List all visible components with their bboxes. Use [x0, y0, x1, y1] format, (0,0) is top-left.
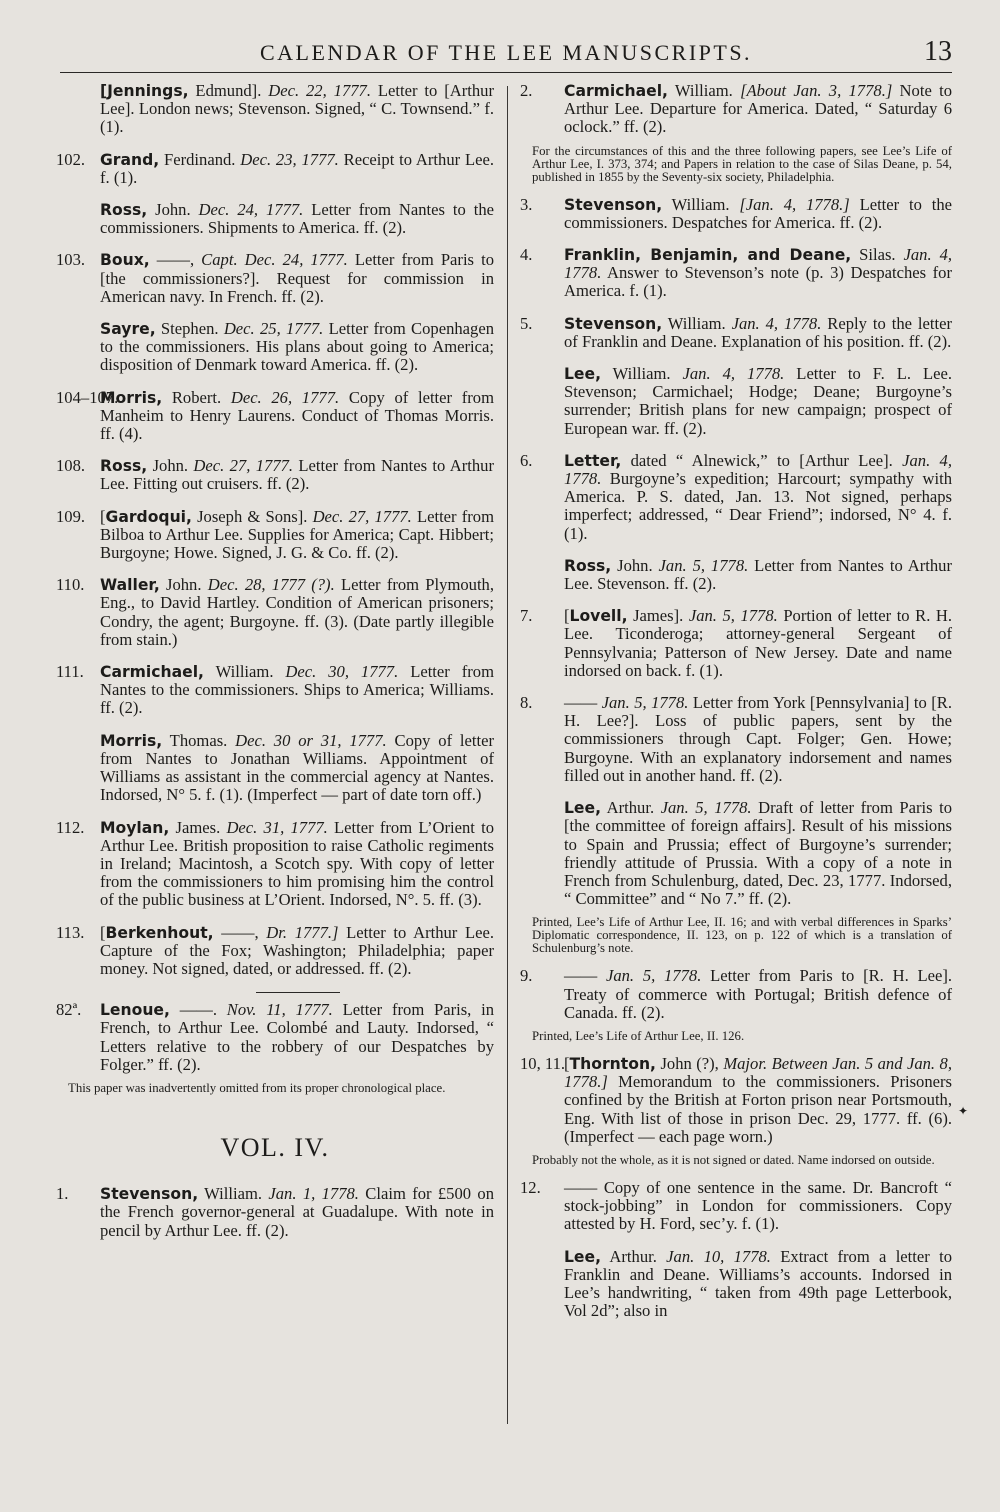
entry-number: 111.: [56, 662, 84, 682]
correspondent-name: Ross,: [100, 201, 148, 220]
correspondent-name: Stevenson,: [564, 195, 663, 214]
calendar-entry: [56, 1001, 494, 1074]
entry-description: Answer to Stevenson’s note (p. 3) Despatches for America. f. (1).: [564, 263, 952, 301]
correspondent-name: Morris,: [100, 388, 163, 407]
correspondent-detail: John (?),: [655, 1053, 724, 1073]
correspondent-detail: ——.: [169, 1000, 227, 1020]
correspondent-detail: Robert.: [162, 387, 231, 407]
entry-description: Receipt to Arthur Lee. f. (1).: [100, 149, 494, 187]
entry-description: Letter from Nantes to the commissioners. Ships to America; Williams. ff. (2).: [100, 662, 494, 718]
entry-date: [About Jan. 3, 1778.]: [740, 81, 893, 100]
entry-number: 1.: [56, 1184, 69, 1204]
correspondent-name: Ross,: [100, 457, 148, 476]
entry-description: Claim for £500 on the French governor-general at Guadalupe. With note in pencil by Arthur Lee. ff. (2).: [100, 1184, 495, 1240]
entry-date: Dec. 23, 1777.: [240, 149, 339, 169]
entry-date: Dec. 22, 1777.: [268, 81, 371, 100]
entry-description: Letter from Nantes to the commissioners. Shipments to America. ff. (2).: [100, 200, 494, 238]
calendar-entry: [56, 924, 494, 979]
entry-date: Dec. 30, 1777.: [285, 662, 399, 682]
correspondent-name: Boux,: [100, 251, 150, 270]
correspondent-name: Thornton,: [569, 1054, 656, 1073]
entry-number: 8.: [520, 693, 533, 713]
correspondent-name: Stevenson,: [100, 1185, 199, 1204]
entry-description: Note to Arthur Lee. Departure for America. Dated, “ Saturday 6 oclock.” ff. (2).: [564, 81, 952, 137]
correspondent-name: Lee,: [564, 1247, 602, 1266]
calendar-entry: [56, 201, 494, 237]
entry-number: 12.: [520, 1177, 541, 1197]
entry-number: 102.: [56, 149, 86, 169]
calendar-entry: [520, 557, 952, 593]
entry-description: Letter from Nantes to Arthur Lee. Stevenson. ff. (2).: [564, 555, 953, 594]
entry-date: [Jan. 4, 1778.]: [739, 194, 850, 214]
entry-date: Major. Between Jan. 5 and Jan. 8, 1778.]: [564, 1053, 952, 1092]
correspondent-name: Stevenson,: [564, 314, 663, 333]
entry-number: 3.: [520, 194, 533, 214]
entry-date: Jan. 10, 1778.: [666, 1246, 771, 1266]
entry-number: 5.: [520, 313, 533, 333]
entry-date: Dec. 30 or 31, 1777.: [235, 730, 387, 750]
correspondent-name: Morris,: [100, 731, 163, 750]
entry-date: Jan. 5, 1778.: [605, 966, 702, 986]
correspondent-name: Ross,: [564, 556, 612, 575]
entry-description: Letter from Paris to [the commissioners?]. Request for commission in American navy. In French. ff. (2).: [100, 250, 494, 306]
entry-date: Jan. 5, 1778.: [660, 798, 752, 818]
entry-date: Dec. 24, 1777.: [198, 200, 304, 220]
entry-date: Dec. 26, 1777.: [230, 387, 340, 407]
entry-description: Portion of letter to R. H. Lee. Ticonderoga; attorney-general Sergeant of Pennsylvania; Patterson of New Jersey. Date and name indorsed on back. f. (1).: [564, 606, 953, 680]
entry-date: Nov. 11, 1777.: [226, 1000, 333, 1020]
entry-date: Jan. 4, 1778.: [682, 364, 785, 384]
entry-number: 108.: [56, 456, 86, 476]
correspondent-detail: John.: [147, 200, 199, 220]
correspondent-name: Lee,: [564, 799, 602, 818]
entry-date: Jan. 4, 1778.: [564, 245, 953, 283]
correspondent-detail: Arthur.: [601, 1246, 667, 1266]
calendar-entry: [520, 799, 952, 908]
page-number: 13: [924, 36, 952, 67]
calendar-entry: [520, 315, 952, 351]
calendar-entry: [56, 457, 494, 493]
entry-description: Letter from L’Orient to Arthur Lee. British proposition to raise Catholic regiments in Ireland; Macintosh, a Scotch spy. With copy of letter from the commissioners to him promising him the control of the public business at L’Orient. Indorsed, N°. 5. ff. (3).: [100, 817, 494, 910]
footnote: Printed, Lee’s Life of Arthur Lee, II. 126.: [532, 1028, 745, 1043]
entry-date: Dec. 31, 1777.: [226, 817, 328, 837]
entry-description: Memorandum to the commissioners. Prisoners confined by the British at Forton prison near Portsmouth, Eng. With list of those in prison Dec. 29, 1777. ff. (6). (Imperfect — each page worn.): [564, 1072, 952, 1146]
entry-description: Extract from a letter to Franklin and Deane. Williams’s accounts. Indorsed in Lee’s handwriting, “ taken from 49th page Letterbook, Vol 2d”; also in: [564, 1246, 952, 1321]
calendar-entry: [56, 508, 494, 563]
correspondent-detail: ——,: [149, 250, 202, 270]
calendar-entry: [56, 389, 494, 444]
entry-date: Capt. Dec. 24, 1777.: [201, 250, 348, 270]
correspondent-name: Carmichael,: [564, 82, 668, 100]
entry-number: 112.: [56, 817, 85, 837]
correspondent-detail: Ferdinand.: [159, 149, 241, 169]
entry-description: Letter from Bilboa to Arthur Lee. Supplies for America; Capt. Hibbert; Burgoyne; Howe. Signed, J. G. & Co. ff. (2).: [100, 506, 494, 563]
correspondent-name: Franklin, Benjamin, and Deane,: [564, 246, 852, 265]
name-bracket: [: [564, 606, 570, 626]
entry-number: 109.: [56, 506, 86, 526]
page-title: CALENDAR OF THE LEE MANUSCRIPTS.: [259, 40, 753, 65]
entry-number: 104–107.: [56, 387, 119, 407]
correspondent-detail: James].: [627, 606, 689, 626]
correspondent-detail: ——: [564, 693, 602, 713]
page-header: [60, 36, 952, 73]
correspondent-detail: William.: [662, 194, 740, 214]
entry-description: Letter to [Arthur Lee]. London news; Stevenson. Signed, “ C. Townsend.” f. (1).: [100, 81, 494, 137]
section-rule: [256, 992, 340, 993]
entry-date: Dec. 27, 1777.: [312, 506, 412, 526]
correspondent-detail: William.: [662, 313, 732, 333]
entry-number: 9.: [520, 966, 533, 986]
calendar-entry: [56, 1185, 494, 1240]
correspondent-detail: William.: [601, 364, 683, 384]
footnote: Printed, Lee’s Life of Arthur Lee, II. 16; and with verbal differences in Sparks’ Diplomatic correspondence, II. 123, on p. 122 of which is a translation of Schulenburg’s note.: [532, 915, 952, 956]
correspondent-detail: William.: [198, 1184, 269, 1204]
entry-number: 4.: [520, 245, 533, 265]
entry-number: 10, 11.: [520, 1053, 566, 1073]
entry-description: Dr. Bancroft “ stock-jobbing” in London for commissioners. Copy attested by H. Ford, sec’y. f. (1).: [564, 1177, 952, 1234]
entry-description: Letter to Arthur Lee. Capture of the Fox; Washington; Philadelphia; paper money. Not signed, dated, or addressed. ff. (2).: [100, 922, 495, 978]
entry-description: Draft of letter from Paris to [the committee of foreign affairs]. Result of his missions to Spain and Prussia; effect of Burgoyne’s surrender; friendly attitude of Prussia. With a copy of a note in French from Schulenburg, dated, Dec. 23, 1777. Indorsed, “ Committee” and “ No 7.” ff. (2).: [564, 798, 952, 909]
calendar-entry: [520, 967, 952, 1022]
name-bracket: [: [564, 1053, 570, 1073]
calendar-entry: [56, 320, 494, 375]
calendar-entry: [56, 819, 494, 910]
entry-number: 103.: [56, 250, 86, 270]
column-divider: [507, 86, 508, 1424]
entry-description: Letter from Paris to [R. H. Lee]. Treaty of commerce with Portugal; British defence of Canada. ff. (2).: [564, 966, 953, 1022]
calendar-entry: [520, 196, 952, 232]
calendar-entry: [520, 82, 952, 137]
footnote: This paper was inadvertently omitted from its proper chronological place.: [68, 1080, 446, 1095]
calendar-entry: [520, 452, 952, 543]
entry-description: Reply to the letter of Franklin and Deane. Explanation of his position. ff. (2).: [564, 313, 953, 351]
entry-date: Jan. 4, 1778.: [731, 313, 822, 333]
entry-description: Letter to F. L. Lee. Stevenson; Carmichael; Hodge; Deane; Burgoyne’s surrender; British plans for new campaign; prospect of European war. ff. (2).: [564, 364, 953, 438]
margin-mark-icon: ✦: [958, 1104, 969, 1118]
correspondent-detail: —— Copy of one sentence in the same.: [564, 1177, 853, 1197]
entry-description: Copy of letter from Manheim to Henry Laurens. Conduct of Thomas Morris. ff. (4).: [100, 387, 494, 444]
correspondent-detail: Silas.: [851, 245, 904, 265]
correspondent-detail: William.: [667, 81, 741, 100]
entry-number: 6.: [520, 450, 533, 470]
correspondent-detail: Arthur.: [601, 798, 661, 818]
entry-date: Dec. 25, 1777.: [223, 319, 324, 339]
entry-number: 113.: [56, 922, 85, 942]
correspondent-name: Lovell,: [569, 607, 628, 626]
calendar-entry: [56, 663, 494, 718]
entry-number: 2.: [520, 81, 533, 100]
calendar-entry: [520, 1179, 952, 1234]
entry-date: Jan. 1, 1778.: [268, 1184, 359, 1204]
entry-date: Jan. 5, 1778.: [688, 606, 778, 626]
correspondent-detail: dated “ Alnewick,” to [Arthur Lee].: [621, 450, 903, 470]
correspondent-detail: ——,: [213, 922, 267, 942]
correspondent-name: Grand,: [100, 150, 160, 169]
correspondent-detail: John.: [611, 555, 659, 575]
calendar-entry: [520, 365, 952, 438]
entry-date: Dec. 28, 1777 (?).: [207, 575, 335, 595]
correspondent-name: Sayre,: [100, 320, 156, 339]
correspondent-detail: Edmund].: [188, 81, 269, 100]
correspondent-detail: Thomas.: [162, 730, 236, 750]
entry-date: Dr. 1777.]: [266, 922, 339, 942]
entry-description: Letter from Paris, in French, to Arthur Lee. Colombé and Lauty. Indorsed, “ Letters relative to the robbery of our Despatches by Folger.” ff. (2).: [100, 1000, 494, 1074]
correspondent-name: Lee,: [564, 365, 602, 384]
correspondent-name: Carmichael,: [100, 663, 204, 682]
calendar-entry: [56, 576, 494, 649]
entry-date: Dec. 27, 1777.: [193, 456, 294, 476]
correspondent-name: Letter,: [564, 451, 622, 470]
calendar-entry: [520, 1248, 952, 1321]
calendar-entry: [520, 694, 952, 785]
correspondent-detail: James.: [169, 817, 227, 837]
entry-description: Letter from Nantes to Arthur Lee. Fitting out cruisers. ff. (2).: [100, 456, 494, 494]
volume-heading: VOL. IV.: [220, 1132, 330, 1162]
name-bracket: [: [100, 922, 106, 942]
calendar-entry: [520, 246, 952, 301]
calendar-entry: [56, 251, 494, 306]
correspondent-detail: Stephen.: [155, 319, 224, 339]
calendar-entry: [56, 82, 494, 137]
correspondent-detail: Joseph & Sons].: [191, 506, 313, 526]
entry-number: 7.: [520, 606, 533, 626]
correspondent-name: Gardoqui,: [105, 507, 192, 526]
calendar-entry: [520, 1055, 952, 1146]
right-column: [520, 82, 952, 1334]
correspondent-name: Lenoue,: [100, 1001, 170, 1020]
entry-number: 82ª.: [56, 1000, 82, 1020]
name-bracket: [: [100, 506, 106, 526]
entry-description: Burgoyne’s expedition; Harcourt; sympathy with America. P. S. dated, Jan. 13. Not signed, perhaps imperfect; addressed, “ Dear Friend”; indorsed, N° 4. f. (1).: [564, 469, 952, 543]
entry-description: Copy of letter from Nantes to Jonathan Williams. Appointment of Williams as assistant in the commercial agency at Nantes. Indorsed, N° 5. f. (1). (Imperfect — part of date torn off.): [100, 730, 495, 805]
calendar-entry: [520, 607, 952, 680]
entry-description: Letter from York [Pennsylvania] to [R. H. Lee?]. Loss of public papers, sent by the commissioners through Capt. Folger; Gen. Howe; Burgoyne. With an explanatory indorsement and names filled out in another hand. ff. (2).: [564, 693, 953, 785]
correspondent-detail: John.: [147, 456, 194, 476]
correspondent-name: Moylan,: [100, 818, 170, 837]
correspondent-detail: William.: [203, 662, 286, 682]
entry-date: Jan. 5, 1778.: [658, 555, 749, 575]
correspondent-name: Berkenhout,: [105, 923, 214, 942]
entry-date: Jan. 5, 1778.: [601, 693, 689, 713]
correspondent-detail: ——: [564, 966, 606, 986]
left-column: [56, 82, 494, 1254]
entry-description: Letter from Plymouth, Eng., to David Hartley. Condition of American prisoners; Condry, the agent; Burgoyne. ff. (3). (Date partly illegible from stain.): [100, 575, 494, 649]
entry-date: Jan. 4, 1778.: [564, 450, 952, 489]
entry-number: 110.: [56, 575, 85, 595]
calendar-entry: [56, 151, 494, 187]
correspondent-name: [Jennings,: [100, 82, 189, 100]
footnote: Probably not the whole, as it is not signed or dated. Name indorsed on outside.: [532, 1152, 935, 1167]
entry-description: Letter to the commissioners. Despatches for America. ff. (2).: [564, 194, 952, 232]
correspondent-detail: John.: [159, 575, 208, 595]
footnote: For the circumstances of this and the three following papers, see Lee’s Life of Arthur Lee, I. 373, 374; and Papers in relation to the case of Silas Deane, p. 54, published in 1855 by the Seventy-six society, Philadelphia.: [532, 143, 952, 184]
correspondent-name: Waller,: [100, 576, 160, 595]
calendar-entry: [56, 732, 494, 805]
entry-description: Letter from Copenhagen to the commissioners. His plans about going to America; disposition of Denmark toward America. ff. (2).: [100, 319, 495, 375]
